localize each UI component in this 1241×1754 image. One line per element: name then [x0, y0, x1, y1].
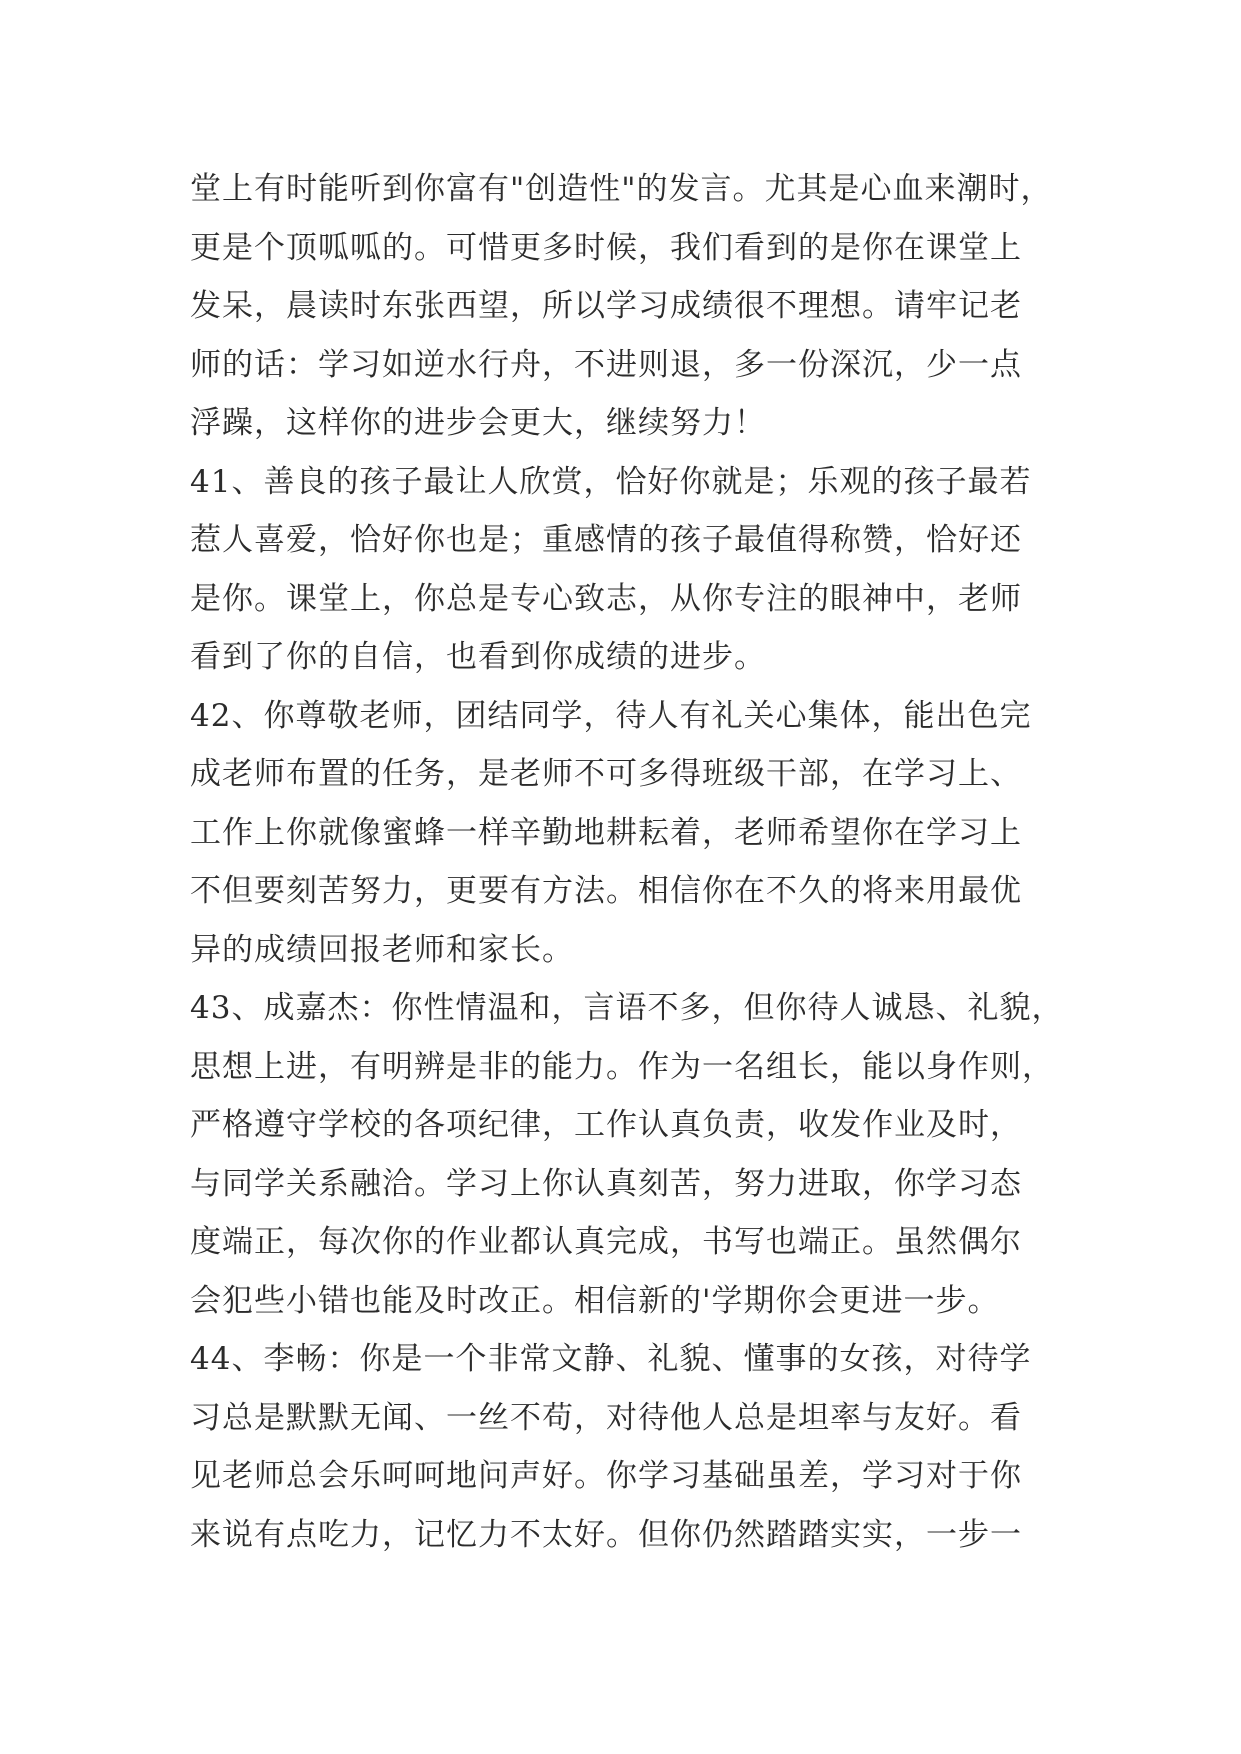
document-body — [190, 160, 1070, 1564]
text-line: 习总是默默无闻、一丝不苟，对待他人总是坦率与友好。看 — [190, 1399, 1022, 1436]
text-line: 成老师布置的任务，是老师不可多得班级干部，在学习上、 — [190, 756, 1022, 792]
text-line: 工作上你就像蜜蜂一样辛勤地耕耘着，老师希望你在学习上 — [190, 814, 1022, 851]
text-line: 不但要刻苦努力，更要有方法。相信你在不久的将来用最优 — [190, 873, 1022, 909]
text-line: 41、善良的孩子最让人欣赏，恰好你就是；乐观的孩子最若 — [190, 463, 1032, 500]
text-line: 会犯些小错也能及时改正。相信新的'学期你会更进一步。 — [190, 1282, 1000, 1319]
text-line: 更是个顶呱呱的。可惜更多时候，我们看到的是你在课堂上 — [190, 229, 1022, 266]
text-line: 师的话：学习如逆水行舟，不进则退，多一份深沉，少一点 — [190, 346, 1022, 383]
text-line: 43、成嘉杰：你性情温和，言语不多，但你待人诚恳、礼貌， — [190, 990, 1064, 1026]
text-line: 看到了你的自信，也看到你成绩的进步。 — [190, 639, 766, 675]
text-line: 见老师总会乐呵呵地问声好。你学习基础虽差，学习对于你 — [190, 1458, 1022, 1494]
text-line: 44、李畅：你是一个非常文静、礼貌、懂事的女孩，对待学 — [190, 1341, 1032, 1377]
text-line: 堂上有时能听到你富有"创造性"的发言。尤其是心血来潮时， — [190, 171, 1053, 207]
text-line: 是你。课堂上，你总是专心致志，从你专注的眼神中，老师 — [190, 580, 1022, 617]
text-line: 浮躁，这样你的进步会更大，继续努力！ — [190, 405, 766, 441]
text-line: 严格遵守学校的各项纪律，工作认真负责，收发作业及时， — [190, 1107, 1022, 1143]
text-line: 思想上进，有明辨是非的能力。作为一名组长，能以身作则， — [190, 1048, 1054, 1085]
text-line: 与同学关系融洽。学习上你认真刻苦，努力进取，你学习态 — [190, 1165, 1022, 1202]
text-line: 42、你尊敬老师，团结同学，待人有礼关心集体，能出色完 — [190, 697, 1032, 734]
text-line: 惹人喜爱，恰好你也是；重感情的孩子最值得称赞，恰好还 — [190, 522, 1022, 558]
text-line: 发呆，晨读时东张西望，所以学习成绩很不理想。请牢记老 — [190, 288, 1022, 324]
text-line: 来说有点吃力，记忆力不太好。但你仍然踏踏实实，一步一 — [190, 1516, 1022, 1553]
text-line: 度端正，每次你的作业都认真完成，书写也端正。虽然偶尔 — [190, 1224, 1022, 1260]
text-line: 异的成绩回报老师和家长。 — [190, 931, 574, 968]
